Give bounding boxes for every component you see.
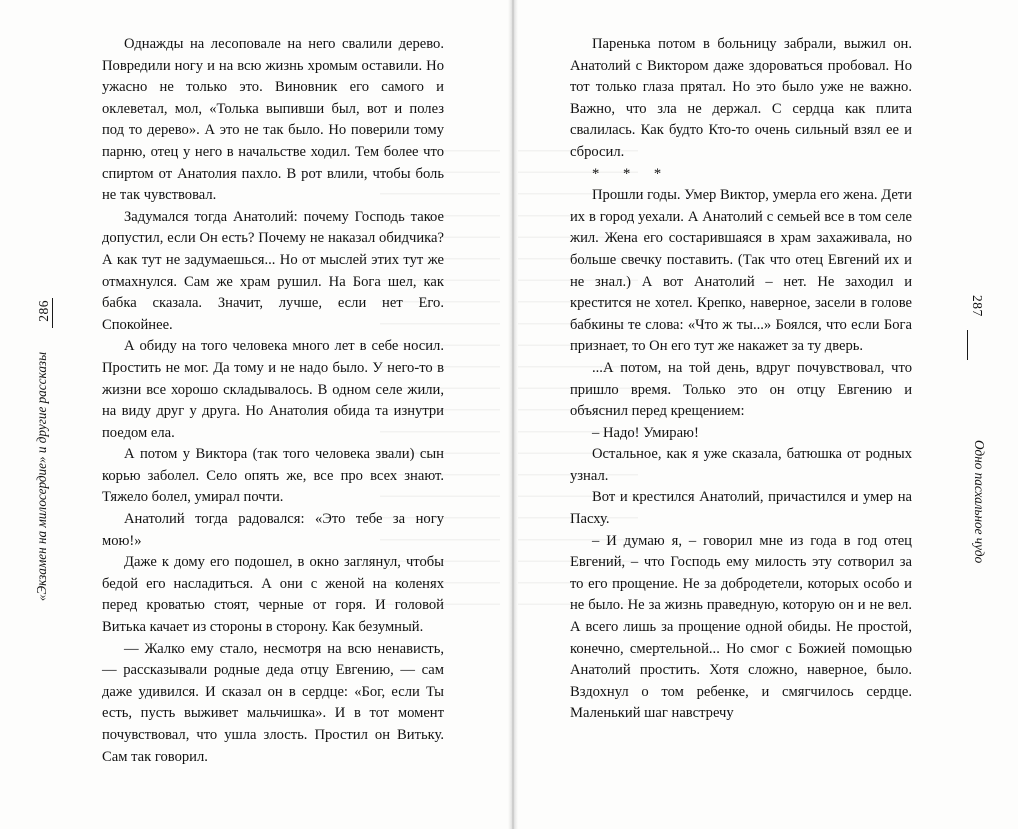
paragraph: Паренька потом в больницу забрали, выжил он. Анатолий с Виктором даже здороваться пробовал. Но тот только глаза прятал. Но это было уже не важно. Важно, что зла не держал. С сердца как плита свалилась. Как будто Кто-то очень сильный взял ее и сбросил.: [570, 36, 912, 160]
running-head-left: «Экзамен на милосердие» и другие рассказы: [34, 352, 49, 602]
paragraph: – Надо! Умираю!: [592, 424, 699, 441]
folio-rule-left: [52, 298, 53, 328]
paragraph: Прошли годы. Умер Виктор, умерла его жена. Дети их в город уехали. А Анатолий с семьей все в том селе жил. Жена его состарившаяся в храм захаживала, но больше свечку поставить. (Так что отец Евгений их и не знал.) А вот Анатолий – нет. Не заходил и крестится не хотел. Крепко, наверное, засели в голове бабкины те слова: «Что ж ты...» Боялся, что если Бога признает, то Он его тут же накажет за ту дверь.: [570, 187, 912, 355]
folio-rule-right: [967, 330, 968, 360]
page-number-right: 287: [970, 295, 985, 317]
paragraph: ...А потом, на той день, вдруг почувствовал, что пришло время. Только это он отцу Евгению и объяснил перед крещением:: [570, 359, 912, 420]
paragraph: А потом у Виктора (так того человека звали) сын корью заболел. Село опять же, все про всех знают. Тяжело болел, умирал почти.: [102, 446, 444, 506]
paragraph: Задумался тогда Анатолий: почему Господь такое допустил, если Он есть? Почему не наказал обидчика? А как тут не задумаешься... Но от мыслей этих тут же отмахнулся. Сам же храм рушил. На Бога шел, как бабка сказала. Значит, лучше, если нет Его. Спокойнее.: [102, 208, 444, 333]
right-page: [513, 0, 1018, 829]
right-page-text-column: [570, 34, 912, 725]
paragraph: Анатолий тогда радовался: «Это тебе за ногу мою!»: [102, 511, 444, 549]
paragraph: Вот и крестился Анатолий, причастился и умер на Пасху.: [570, 489, 912, 528]
paragraph: – И думаю я, – говорил мне из года в год отец Евгений, – что Господь ему милость эту сотворил за то его прощение. Не за добродетели, которых особо и не было. Не за жизнь праведную, которую он и не вел. А всего лишь за прощение одной обиды. Не простой, конечно, смертельной... Но смог с Божией помощью Анатолий простить. Хотя сложно, наверное, было. Вздохнул о том ребенке, и смягчилось сердце. Маленький шаг навстречу: [570, 532, 912, 722]
paragraph: А обиду на того человека много лет в себе носил. Простить не мог. Да тому и не надо было. У него-то в жизни все хорошо складывалось. В одном селе жили, на виду друг у друга. Но Анатолия обида та изнутри поедом ела.: [102, 338, 444, 441]
section-break: * * *: [592, 165, 672, 182]
paragraph: Однажды на лесоповале на него свалили дерево. Повредили ногу и на всю жизнь хромым оставили. Но ужасно не только это. Виновник его самого и оклеветал, мол, «Толька выпивши был, вот и полез под то дерево». А это не так было. Но поверили тому парню, отец у него в начальстве ходил. Тем более что спиртом от Анатолия пахло. В рот влили, чтобы боль не так чувствовал.: [102, 36, 444, 204]
paragraph: Остальное, как я уже сказала, батюшка от родных узнал.: [570, 446, 912, 484]
page-number-left: 286: [36, 300, 51, 322]
paragraph: Даже к дому его подошел, в окно заглянул, чтобы бедой его насладиться. А они с женой на коленях перед кроватью стоят, черные от горя. И головой Витька качает из стороны в сторону. Как безумный.: [102, 554, 444, 636]
paragraph: — Жалко ему стало, несмотря на всю ненависть, — рассказывали родные деда отцу Евгению, — сам даже удивился. И сказал он в сердце: «Бог, если Ты есть, пусть выживет мальчишка». И в тот момент почувствовал, что ушла злость. Простил он Витьку. Сам так говорил.: [102, 640, 444, 765]
left-page-text-column: [102, 34, 444, 768]
running-head-right: Одно пасхальное чудо: [972, 440, 987, 564]
